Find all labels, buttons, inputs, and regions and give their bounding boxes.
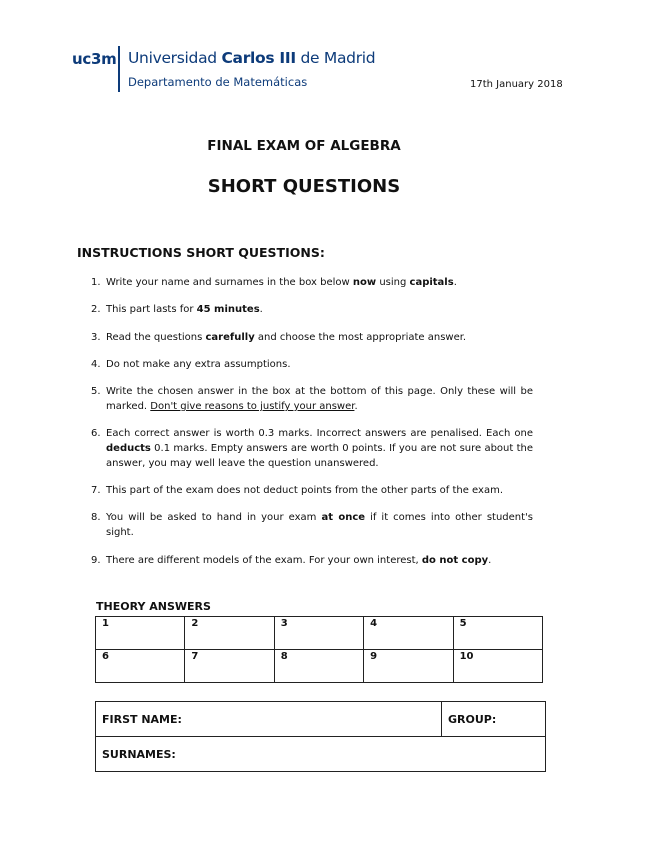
instructions-heading: INSTRUCTIONS SHORT QUESTIONS: [77,245,325,260]
exam-date: 17th January 2018 [470,79,563,90]
answer-box-7[interactable]: 7 [185,650,274,683]
instruction-number: 2. [91,304,101,316]
answer-box-9[interactable]: 9 [364,650,453,683]
department-name: Departamento de Matemáticas [128,75,308,89]
instruction-text: and choose the most appropriate answer. [254,331,467,343]
instruction-item [78,276,533,291]
student-identity-table [95,701,546,772]
instruction-item [78,511,533,541]
instruction-item [78,385,533,415]
instruction-text: Read the questions [106,331,206,343]
instructions-list [78,276,533,581]
instruction-text: . [354,400,358,412]
answer-box-8[interactable]: 8 [274,650,363,683]
instruction-item [78,331,533,346]
university-name [128,49,375,67]
instruction-text: Each correct answer is worth 0.3 marks. Incorrect answers are penalised. Each one [106,428,533,440]
instruction-text: if it comes into other student's sight. [106,512,533,539]
surnames-field[interactable] [96,737,546,772]
identity-row [96,737,546,772]
instruction-text: . [488,554,492,566]
group-field[interactable] [442,702,546,737]
instruction-text: Write the chosen answer in the box at the bottom of this page. Only these will be marked. [106,386,533,412]
uc3m-logo-mark: uc3m [72,50,117,68]
instruction-item [78,303,533,318]
logo-divider [118,46,120,92]
answers-row [96,650,543,683]
instruction-text: Write your name and surnames in the box below [106,277,353,288]
instruction-number: 1. [91,277,101,288]
instruction-number: 7. [91,485,101,497]
instruction-emphasis: at once [321,512,366,524]
instruction-text: You will be asked to hand in your exam [106,512,322,524]
instruction-item [78,427,533,471]
first-name-field[interactable] [96,702,442,737]
instruction-number: 4. [91,358,101,370]
section-title: SHORT QUESTIONS [207,176,401,197]
instruction-emphasis: capitals [409,277,454,288]
instruction-text: using [376,277,410,288]
answer-box-5[interactable]: 5 [453,617,542,650]
instruction-emphasis: deducts [106,443,151,455]
first-name-label: FIRST NAME: [102,712,182,726]
instruction-text: . [453,277,457,288]
instruction-emphasis: do not copy [421,554,489,566]
answer-box-10[interactable]: 10 [453,650,542,683]
instruction-underlined: Don't give reasons to justify your answer [150,400,355,412]
answers-row [96,617,543,650]
group-label: GROUP: [448,712,497,726]
instruction-number: 3. [91,331,101,343]
instruction-text: This part lasts for [106,304,197,316]
theory-answers-label: THEORY ANSWERS [96,600,211,613]
instruction-item [78,484,533,499]
exam-title: FINAL EXAM OF ALGEBRA [207,138,401,154]
theory-answers-table [95,616,543,683]
answer-box-4[interactable]: 4 [364,617,453,650]
answer-box-3[interactable]: 3 [274,617,363,650]
answer-box-1[interactable]: 1 [96,617,185,650]
answer-box-2[interactable]: 2 [185,617,274,650]
university-name-bold: Carlos III [221,49,296,67]
instruction-text: There are different models of the exam. For your own interest, [106,554,422,566]
instruction-text: This part of the exam does not deduct points from the other parts of the exam. [106,485,503,497]
instruction-text: 0.1 marks. Empty answers are worth 0 points. If you are not sure about the answer, you may well leave the question unanswered. [106,443,533,469]
identity-row [96,702,546,737]
instruction-text: Do not make any extra assumptions. [106,358,291,370]
instruction-number: 5. [91,386,101,398]
instruction-number: 8. [91,512,101,524]
instruction-emphasis: carefully [205,331,255,343]
university-name-part-2: de Madrid [300,49,376,67]
instruction-number: 6. [91,428,101,440]
instruction-item [78,358,533,373]
instruction-number: 9. [91,554,101,566]
surnames-label: SURNAMES: [102,747,176,761]
instruction-emphasis: 45 minutes [196,304,260,316]
university-name-part-1: Universidad [128,49,217,67]
instruction-emphasis: now [352,277,377,288]
answer-box-6[interactable]: 6 [96,650,185,683]
instruction-text: . [259,304,263,316]
instruction-item [78,554,533,569]
